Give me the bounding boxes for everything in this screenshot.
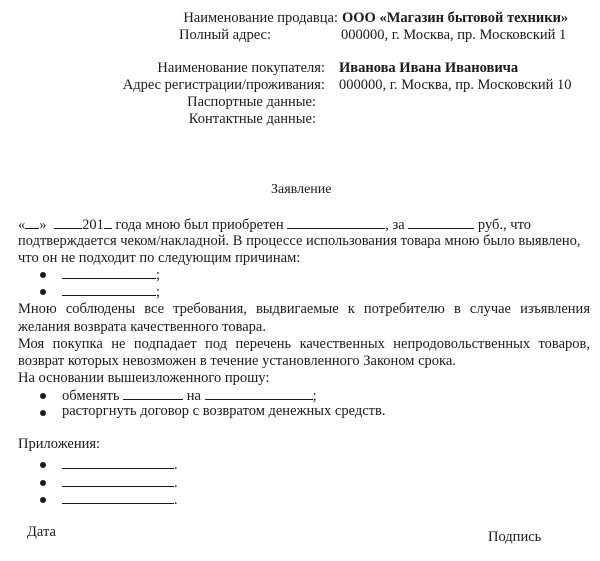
- buyer-name-value: Иванова Ивана Ивановича: [339, 60, 519, 76]
- bullet-dot: [40, 393, 46, 399]
- attachment-end-3: .: [174, 492, 178, 508]
- attachment-blank-2: [62, 473, 174, 487]
- attachment-blank-3: [62, 490, 174, 504]
- price-prefix: , за: [385, 217, 405, 233]
- price-blank: [408, 215, 474, 229]
- bullet-dot: [40, 480, 46, 486]
- seller-address-label: Полный адрес:: [179, 27, 271, 43]
- reason-end-2: ;: [156, 284, 161, 300]
- reason-blank-1: [62, 265, 156, 279]
- exchange-to-text: на: [186, 388, 201, 404]
- buyer-address-label: Адрес регистрации/проживания:: [122, 77, 325, 93]
- product-blank: [287, 215, 385, 229]
- reason-blank-2: [62, 282, 156, 296]
- bullet-dot: [40, 462, 46, 468]
- bullet-dot: [40, 410, 46, 416]
- year-blank: [104, 215, 112, 229]
- attachments-label: Приложения:: [18, 436, 101, 452]
- month-blank: [54, 215, 82, 229]
- exchange-end: ;: [312, 388, 317, 404]
- attachment-end-1: .: [174, 457, 178, 473]
- price-suffix: руб., что: [477, 217, 531, 233]
- reason-end-1: ;: [156, 267, 161, 283]
- attachment-item-1: [62, 455, 178, 474]
- reason-item-2: [62, 282, 160, 301]
- year-prefix: 201: [82, 217, 104, 233]
- exchange-text: обменять: [62, 388, 120, 404]
- exclusion-line-2: возврат которых невозможен в течение установленного Законом срока.: [18, 353, 456, 369]
- purchase-text: года мною был приобретен: [115, 217, 284, 233]
- document-title: Заявление: [271, 182, 332, 197]
- exchange-from-blank: [123, 386, 183, 400]
- buyer-address-value: 000000, г. Москва, пр. Московский 10: [339, 77, 572, 93]
- day-blank: [25, 215, 39, 229]
- attachment-end-2: .: [174, 475, 178, 491]
- buyer-name-label: Наименование покупателя:: [157, 60, 325, 76]
- purchase-line-2: подтверждается чеком/накладной. В процессе использования товара мною было выявлено,: [18, 233, 581, 249]
- purchase-line-3: что он не подходит по следующим причинам:: [18, 250, 301, 266]
- seller-name-label: Наименование продавца:: [183, 10, 338, 26]
- exchange-to-blank: [205, 386, 313, 400]
- bullet-dot: [40, 497, 46, 503]
- buyer-passport-label: Паспортные данные:: [187, 94, 316, 110]
- date-label: Дата: [27, 524, 56, 540]
- buyer-contact-label: Контактные данные:: [188, 111, 316, 127]
- bullet-dot: [40, 272, 46, 278]
- attachment-blank-1: [62, 455, 174, 469]
- bullet-dot: [40, 289, 46, 295]
- signature-label: Подпись: [488, 529, 542, 545]
- requirements-line-2: желания возврата качественного товара.: [18, 319, 266, 335]
- seller-address-value: 000000, г. Москва, пр. Московский 1: [341, 27, 567, 43]
- quote-open: «: [18, 217, 26, 233]
- request-item-refund: расторгнуть договор с возвратом денежных средств.: [62, 403, 386, 419]
- exclusion-line-1: Моя покупка не подпадает под перечень качественных непродовольственных товаров,: [18, 336, 590, 352]
- purchase-line: [18, 215, 592, 234]
- requirements-line-1: Мною соблюдены все требования, выдвигаемые к потребителю в случае изъявления: [18, 301, 590, 317]
- seller-name-value: ООО «Магазин бытовой техники»: [342, 10, 569, 26]
- request-intro: На основании вышеизложенного прошу:: [18, 370, 270, 386]
- attachment-item-3: [62, 490, 178, 509]
- quote-close: »: [39, 217, 47, 233]
